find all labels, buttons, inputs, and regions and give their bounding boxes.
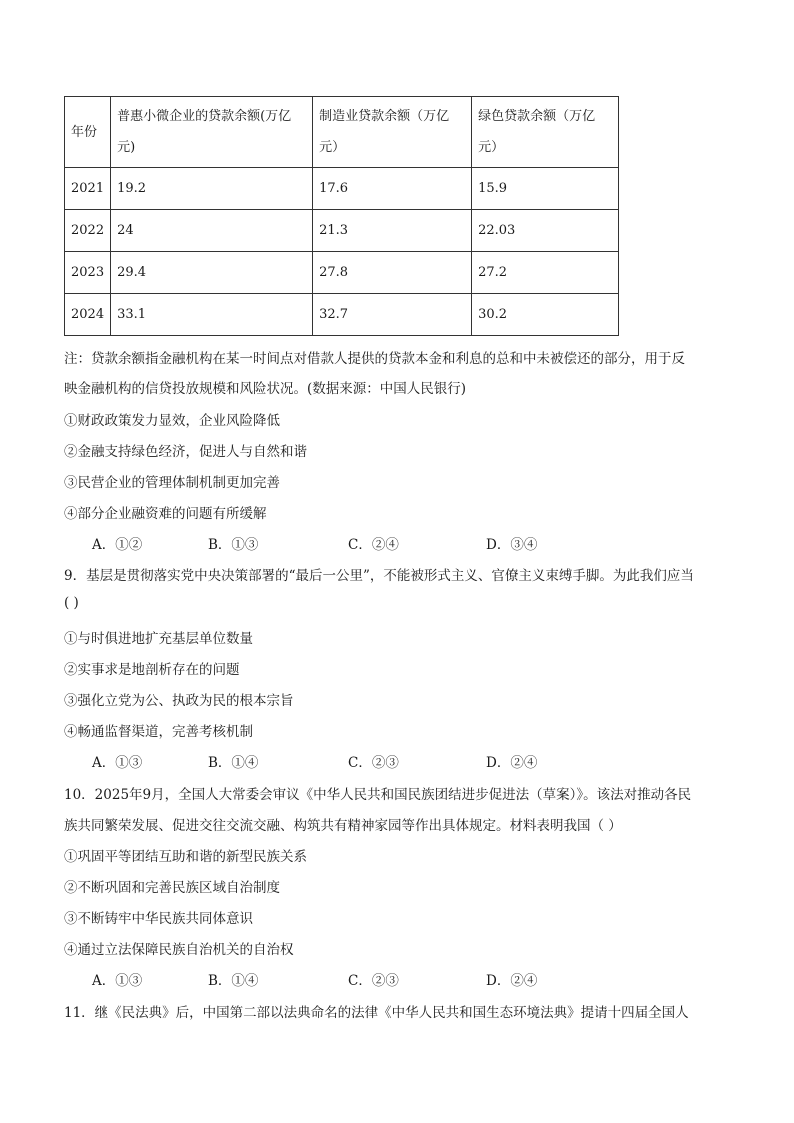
choice-d: D．②④ [486, 755, 538, 771]
q10-stem: 10．2025年9月，全国人大常委会审议《中华人民共和国民族团结进步促进法（草案）》。该法对推动各民 [64, 787, 692, 803]
table-cell: 17.6 [313, 168, 472, 210]
table-row [65, 210, 619, 252]
table-cell: 29.4 [111, 252, 313, 294]
q9-option-4: ④畅通监督渠道，完善考核机制 [64, 724, 253, 740]
q8-option-4: ④部分企业融资难的问题有所缓解 [64, 506, 267, 522]
table-header-cell: 普惠小微企业的贷款余额(万亿元) [111, 97, 313, 168]
table-note: 注：贷款余额指金融机构在某一时间点对借款人提供的贷款本金和利息的总和中未被偿还的部分，用于反 [64, 351, 685, 367]
table-cell: 27.8 [313, 252, 472, 294]
table-cell: 22.03 [472, 210, 619, 252]
q9-option-2: ②实事求是地剖析存在的问题 [64, 662, 240, 678]
choice-b: B．①④ [208, 755, 259, 771]
choice-b: B．①③ [208, 537, 259, 553]
q10-option-4: ④通过立法保障民族自治机关的自治权 [64, 942, 294, 958]
table-header-cell: 制造业贷款余额（万亿元） [313, 97, 472, 168]
table-cell: 2023 [65, 252, 111, 294]
choice-c: C．②③ [348, 755, 399, 771]
q8-option-1: ①财政政策发力显效，企业风险降低 [64, 413, 280, 429]
table-row [65, 168, 619, 210]
q8-option-3: ③民营企业的管理体制机制更加完善 [64, 475, 280, 491]
table-header-cell: 绿色贷款余额（万亿元） [472, 97, 619, 168]
choice-b: B．①④ [208, 973, 259, 989]
table-cell: 2024 [65, 294, 111, 336]
q10-option-2: ②不断巩固和完善民族区域自治制度 [64, 880, 280, 896]
q10-option-3: ③不断铸牢中华民族共同体意识 [64, 911, 253, 927]
q11-stem: 11．继《民法典》后，中国第二部以法典命名的法律《中华人民共和国生态环境法典》提请十四届全国人 [64, 1005, 689, 1021]
q10-stem-continued: 族共同繁荣发展、促进交往交流交融、构筑共有精神家园等作出具体规定。材料表明我国（ ） [64, 818, 622, 834]
q9-option-1: ①与时俱进地扩充基层单位数量 [64, 631, 253, 647]
table-cell: 15.9 [472, 168, 619, 210]
table-cell: 27.2 [472, 252, 619, 294]
table-cell: 30.2 [472, 294, 619, 336]
table-header-row [65, 97, 619, 168]
q9-stem-blank: ( ) [64, 595, 79, 611]
choice-c: C．②③ [348, 973, 399, 989]
loan-balance-table [64, 96, 619, 336]
choice-d: D．③④ [486, 537, 538, 553]
table-cell: 2022 [65, 210, 111, 252]
choice-a: A．①② [92, 537, 143, 553]
table-row [65, 252, 619, 294]
choice-a: A．①③ [92, 973, 143, 989]
q10-option-1: ①巩固平等团结互助和谐的新型民族关系 [64, 849, 307, 865]
choice-a: A．①③ [92, 755, 143, 771]
q9-option-3: ③强化立党为公、执政为民的根本宗旨 [64, 693, 294, 709]
q8-option-2: ②金融支持绿色经济，促进人与自然和谐 [64, 444, 307, 460]
table-row [65, 294, 619, 336]
choice-d: D．②④ [486, 973, 538, 989]
table-cell: 2021 [65, 168, 111, 210]
table-cell: 24 [111, 210, 313, 252]
table-cell: 33.1 [111, 294, 313, 336]
choice-c: C．②④ [348, 537, 399, 553]
table-cell: 32.7 [313, 294, 472, 336]
table-note-continued: 映金融机构的信贷投放规模和风险状况。(数据来源：中国人民银行) [64, 381, 467, 397]
q9-stem: 9．基层是贯彻落实党中央决策部署的“最后一公里”，不能被形式主义、官僚主义束缚手脚。为此我们应当 [64, 568, 694, 584]
table-header-cell: 年份 [65, 97, 111, 168]
table-cell: 19.2 [111, 168, 313, 210]
table-cell: 21.3 [313, 210, 472, 252]
